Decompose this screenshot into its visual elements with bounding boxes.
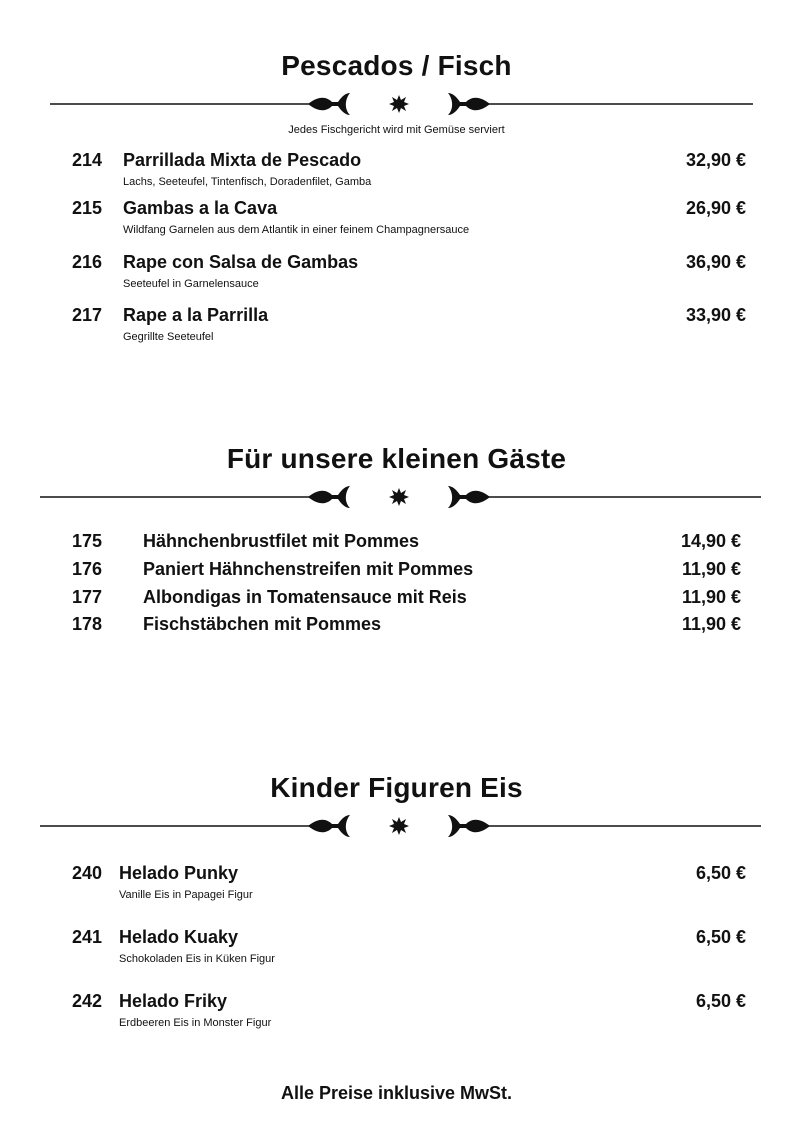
item-description: Gegrillte Seeteufel <box>123 331 214 343</box>
flourish-star-divider-icon <box>0 811 793 841</box>
section-subtitle: Jedes Fischgericht wird mit Gemüse serviert <box>288 124 505 136</box>
item-number: 217 <box>72 305 103 325</box>
item-number: 176 <box>72 559 103 579</box>
item-name: Parrillada Mixta de Pescado <box>123 150 362 170</box>
section-title: Pescados / Fisch <box>281 50 512 81</box>
item-name: Helado Friky <box>119 991 228 1011</box>
item-description: Wildfang Garnelen aus dem Atlantik in einer feinem Champagnersauce <box>123 224 470 236</box>
flourish-star-divider-icon <box>0 482 793 512</box>
item-price: 6,50 € <box>695 863 746 883</box>
item-price: 11,90 € <box>681 559 741 579</box>
item-price: 6,50 € <box>695 991 746 1011</box>
item-price: 26,90 € <box>685 198 746 218</box>
item-number: 216 <box>72 252 103 272</box>
item-number: 215 <box>72 198 103 218</box>
item-name: Hähnchenbrustfilet mit Pommes <box>143 531 420 551</box>
price-note: Alle Preise inklusive MwSt. <box>280 1083 513 1103</box>
item-number: 242 <box>72 991 103 1011</box>
item-name: Gambas a la Cava <box>123 198 278 218</box>
item-price: 36,90 € <box>685 252 746 272</box>
item-number: 240 <box>72 863 103 883</box>
item-name: Rape a la Parrilla <box>123 305 269 325</box>
item-number: 214 <box>72 150 103 170</box>
item-price: 14,90 € <box>680 531 741 551</box>
item-name: Helado Punky <box>119 863 239 883</box>
item-name: Helado Kuaky <box>119 927 239 947</box>
item-price: 33,90 € <box>685 305 746 325</box>
item-description: Vanille Eis in Papagei Figur <box>119 889 253 901</box>
item-number: 175 <box>72 531 103 551</box>
item-number: 177 <box>72 587 103 607</box>
item-description: Erdbeeren Eis in Monster Figur <box>119 1017 272 1029</box>
item-price: 32,90 € <box>685 150 746 170</box>
item-price: 11,90 € <box>681 587 741 607</box>
item-name: Fischstäbchen mit Pommes <box>143 614 382 634</box>
item-number: 178 <box>72 614 103 634</box>
item-price: 11,90 € <box>681 614 741 634</box>
item-number: 241 <box>72 927 103 947</box>
item-price: 6,50 € <box>695 927 746 947</box>
section-title: Kinder Figuren Eis <box>270 772 523 803</box>
section-title: Für unsere kleinen Gäste <box>226 443 567 474</box>
item-name: Rape con Salsa de Gambas <box>123 252 359 272</box>
item-description: Lachs, Seeteufel, Tintenfisch, Doradenfilet, Gamba <box>123 176 372 188</box>
item-name: Paniert Hähnchenstreifen mit Pommes <box>143 559 474 579</box>
item-description: Seeteufel in Garnelensauce <box>123 278 259 290</box>
item-name: Albondigas in Tomatensauce mit Reis <box>143 587 467 607</box>
flourish-star-divider-icon <box>0 89 793 119</box>
item-description: Schokoladen Eis in Küken Figur <box>119 953 275 965</box>
